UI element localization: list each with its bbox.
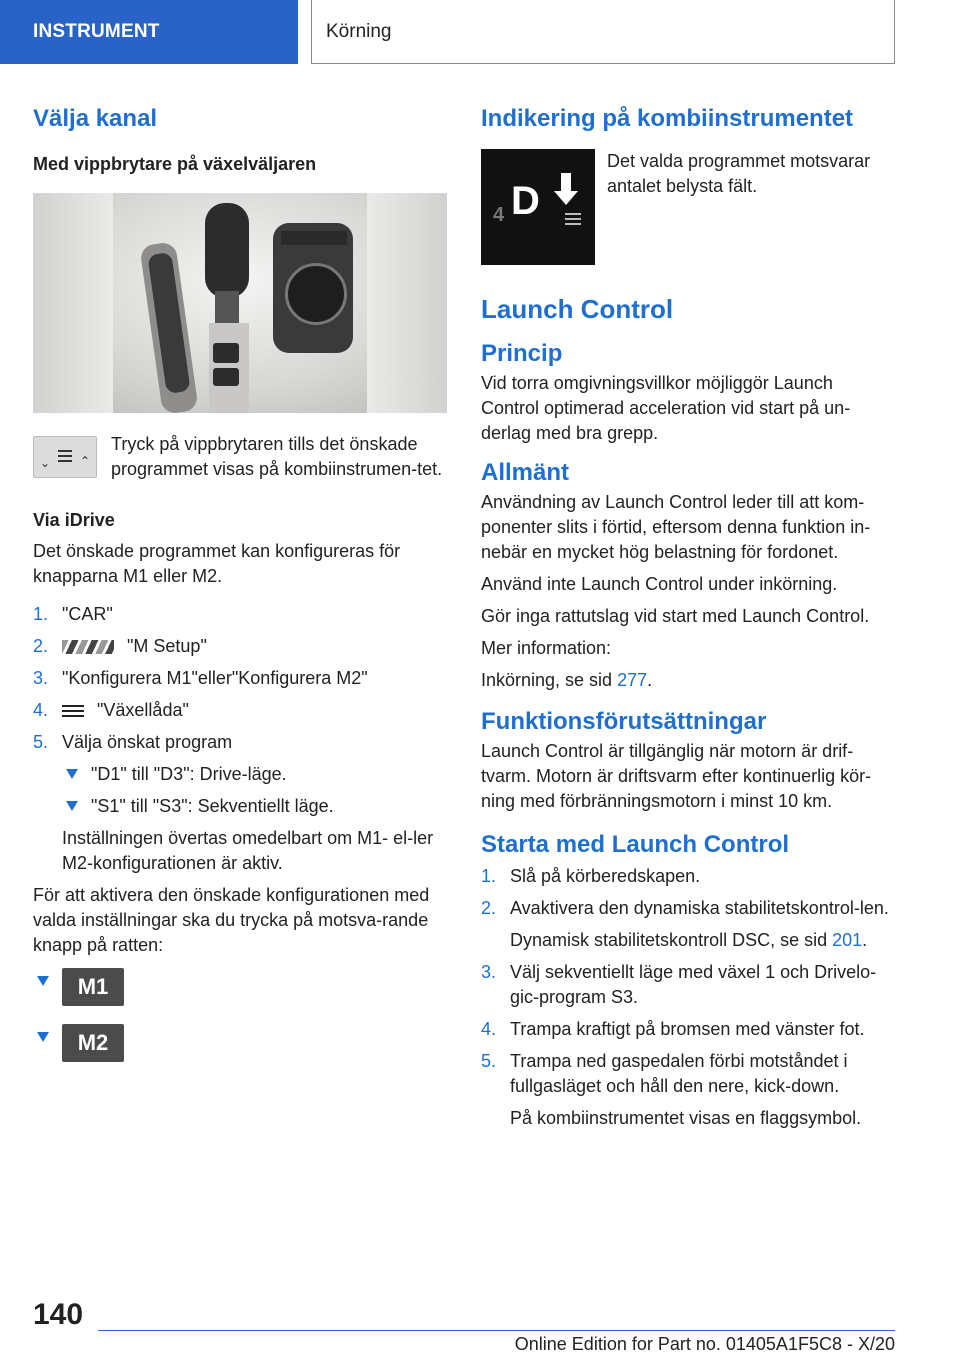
aktivera-text: För att aktivera den önskade konfigurationen med valda inställningar ska du trycka på motsva-rande knapp på ratten: — [33, 885, 430, 955]
heading-funktionsforutsattningar: Funktionsförutsättningar — [481, 708, 767, 735]
section-tab — [0, 0, 298, 64]
cluster-display-icon — [481, 149, 595, 265]
allmant-text-2: Använd inte Launch Control under inkörning. — [481, 574, 838, 594]
ref-end: . — [647, 670, 653, 690]
page-number: 140 — [33, 1298, 84, 1331]
m-setup-icon — [62, 640, 114, 654]
allmant-text-5 — [481, 668, 895, 693]
step-number: 1. — [33, 604, 49, 624]
triangle-bullet-icon — [66, 801, 78, 811]
section-title: INSTRUMENT — [33, 21, 160, 42]
gear-selector-photo — [33, 193, 447, 413]
idrive-steps — [33, 602, 447, 876]
gearbox-icon — [62, 704, 84, 718]
display-number: 4 — [493, 204, 505, 226]
right-column — [481, 100, 895, 1138]
triangle-bullet-icon — [37, 976, 49, 986]
footer-divider — [98, 1330, 895, 1331]
rocker-switch-icon: ⌄ ⌃ — [33, 436, 97, 478]
list-item — [33, 968, 447, 1016]
chapter-header — [311, 0, 895, 64]
page-link-201[interactable]: 201 — [832, 930, 863, 950]
heading-princip: Princip — [481, 340, 563, 367]
tryck-block — [33, 432, 447, 482]
sub-item-text: "S1" till "S3": Sekventiellt läge. — [91, 796, 334, 816]
list-item — [33, 730, 447, 876]
triangle-bullet-icon — [37, 1032, 49, 1042]
arrow-down-icon — [561, 173, 571, 191]
list-item — [33, 634, 447, 659]
subheading-via-idrive: Via iDrive — [33, 510, 115, 530]
allmant-text-1: Användning av Launch Control leder till att kom-ponenter slits i förtid, eftersom denna funktion in-nebär en mycket hög belastning för fordonet. — [481, 492, 871, 562]
m2-label: M2 — [77, 1030, 109, 1055]
step-text: "CAR" — [62, 604, 113, 624]
step-number: 2. — [481, 898, 497, 918]
heading-indikering: Indikering på kombiinstrumentet — [481, 105, 854, 132]
edition-text: Online Edition for Part no. 01405A1F5C8 - X/20 — [514, 1334, 895, 1354]
list-item — [481, 960, 895, 1010]
m1-button-icon — [62, 968, 124, 1006]
step-number: 5. — [481, 1051, 497, 1071]
left-column — [33, 100, 447, 1079]
ref-text: Dynamisk stabilitetskontroll DSC, se sid — [510, 930, 833, 950]
princip-text: Vid torra omgivningsvillkor möjliggör Launch Control optimerad acceleration vid start på un-derlag med bra grepp. — [481, 373, 851, 443]
step-number: 4. — [481, 1019, 497, 1039]
triangle-bullet-icon — [66, 769, 78, 779]
list-item — [33, 1024, 447, 1072]
flag-text: På kombiinstrumentet visas en flaggsymbol. — [510, 1108, 862, 1128]
subheading-vippbrytare: Med vippbrytare på växelväljaren — [33, 154, 317, 174]
step-text: Trampa ned gaspedalen förbi motståndet i fullgasläget och håll den nere, kick-down. — [510, 1051, 848, 1096]
list-item — [481, 896, 895, 953]
chapter-title: Körning — [326, 20, 392, 42]
bars-icon — [565, 213, 581, 215]
list-item — [481, 1049, 895, 1131]
step-text: "M Setup" — [127, 636, 207, 656]
m2-button-icon — [62, 1024, 124, 1062]
heading-starta: Starta med Launch Control — [481, 831, 790, 858]
step-number: 3. — [481, 962, 497, 982]
step-number: 4. — [33, 700, 49, 720]
after-sub-text: Inställningen övertas omedelbart om M1- el-ler M2-konfigurationen är aktiv. — [62, 828, 434, 873]
step-text: "Konfigurera M1"eller"Konfigurera M2" — [62, 668, 368, 688]
list-item — [33, 602, 447, 627]
tryck-text: Tryck på vippbrytaren tills det önskade programmet visas på kombiinstrumen-tet. — [111, 434, 443, 479]
funk-text: Launch Control är tillgänglig när motorn är drif-tvarm. Motorn är driftsvarm efter kontinuerlig kör-ning med förbränningsmotorn i minst 10 km. — [481, 741, 872, 811]
step-text: Trampa kraftigt på bromsen med vänster fot. — [510, 1019, 865, 1039]
ref-end: . — [862, 930, 868, 950]
indikering-block — [481, 149, 895, 265]
allmant-text-3: Gör inga rattutslag vid start med Launch Control. — [481, 606, 870, 626]
arrow-head-icon — [554, 191, 578, 205]
program-options — [62, 762, 447, 819]
ref-text: Inkörning, se sid — [481, 670, 618, 690]
step-number: 2. — [33, 636, 49, 656]
list-item — [481, 864, 895, 889]
list-item — [33, 666, 447, 691]
step-text: Avaktivera den dynamiska stabilitetskontrol-len. — [510, 898, 889, 918]
step-number: 1. — [481, 866, 497, 886]
list-item — [481, 1017, 895, 1042]
list-item — [62, 794, 447, 819]
step-text: Välja önskat program — [62, 732, 233, 752]
step-number: 5. — [33, 732, 49, 752]
heading-valja-kanal: Välja kanal — [33, 105, 158, 132]
list-item — [62, 762, 447, 787]
heading-allmant: Allmänt — [481, 459, 570, 486]
indikering-text: Det valda programmet motsvarar antalet belysta fält. — [607, 151, 871, 196]
allmant-text-4: Mer information: — [481, 638, 612, 658]
list-item — [33, 698, 447, 723]
step-text: Välj sekventiellt läge med växel 1 och Drivelo-gic-program S3. — [510, 962, 877, 1007]
idrive-text: Det önskade programmet kan konfigureras för knapparna M1 eller M2. — [33, 541, 401, 586]
m1-label: M1 — [77, 974, 109, 999]
dsc-ref — [510, 928, 895, 953]
m-button-list — [33, 968, 447, 1072]
step-number: 3. — [33, 668, 49, 688]
step-text: Slå på körberedskapen. — [510, 866, 701, 886]
sub-item-text: "D1" till "D3": Drive-läge. — [91, 764, 287, 784]
page-link-277[interactable]: 277 — [617, 670, 648, 690]
heading-launch-control: Launch Control — [481, 294, 674, 324]
display-gear: D — [511, 179, 540, 223]
launch-steps — [481, 864, 895, 1131]
step-text: "Växellåda" — [97, 700, 189, 720]
